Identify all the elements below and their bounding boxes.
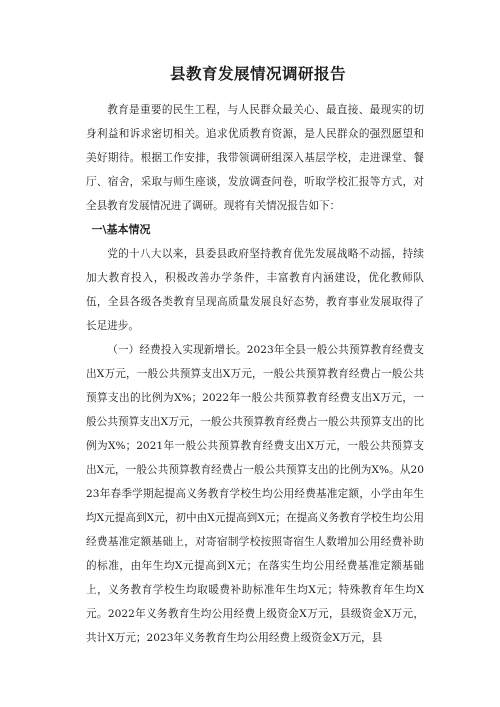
section-paragraph: 党的十八大以来，县委县政府坚持教育优先发展战略不动摇，持续加大教育投入，积极改善办学条件，丰富教育内涵建设，优化教师队伍，全县各级各类教育呈现高质量发展良好态势，教育事业发展取得了长足进步。 — [86, 248, 424, 332]
section-heading-basic-situation: 一\基本情况 — [91, 223, 151, 236]
intro-paragraph: 教育是重要的民生工程，与人民群众最关心、最直接、最现实的切身利益和诉求密切相关。追求优质教育资源，是人民群众的强烈愿望和美好期待。根据工作安排，我带领调研组深入基层学校，走进课堂、餐厅、宿舍，采取与师生座谈，发放调查问卷，听取学校汇报等方式，对全县教育发展情况进了调研。现将有关情况报告如下： — [86, 104, 424, 212]
document-title: 县教育发展情况调研报告 — [169, 65, 346, 83]
subsection-paragraph-funding: （一）经费投入实现新增长。2023年全县一般公共预算教育经费支出X万元，一般公共预算支出X万元，一般公共预算教育经费占一般公共预算支出的比例为X%；2022年一般公共预算教育经费支出X万元，一般公共预算支出X万元，一般公共预算教育经费占一般公共预算支出的比例为X%；2021年一般公共预算教育经费支出X万元，一般公共预算支出X元，一般公共预算教育经费占一般公共预算支出的比例为X%。从2023年春季学期起提高义务教育学校生均公用经费基准定额，小学由年生均X元提高到X元，初中由X元提高到X元；在提高义务教育学校生均公用经费基准定额基础上，对寄宿制学校按照寄宿生人数增加公用经费补助的标准，由年生均X元提高到X元；在落实生均公用经费基准定额基础上，义务教育学校生均取暖费补助标准年生均X元；特殊教育年生均X元。2022年义务教育生均公用经费上级资金X万元，县级资金X万元，共计X万元；2023年义务教育生均公用经费上级资金X万元，县 — [86, 344, 424, 644]
